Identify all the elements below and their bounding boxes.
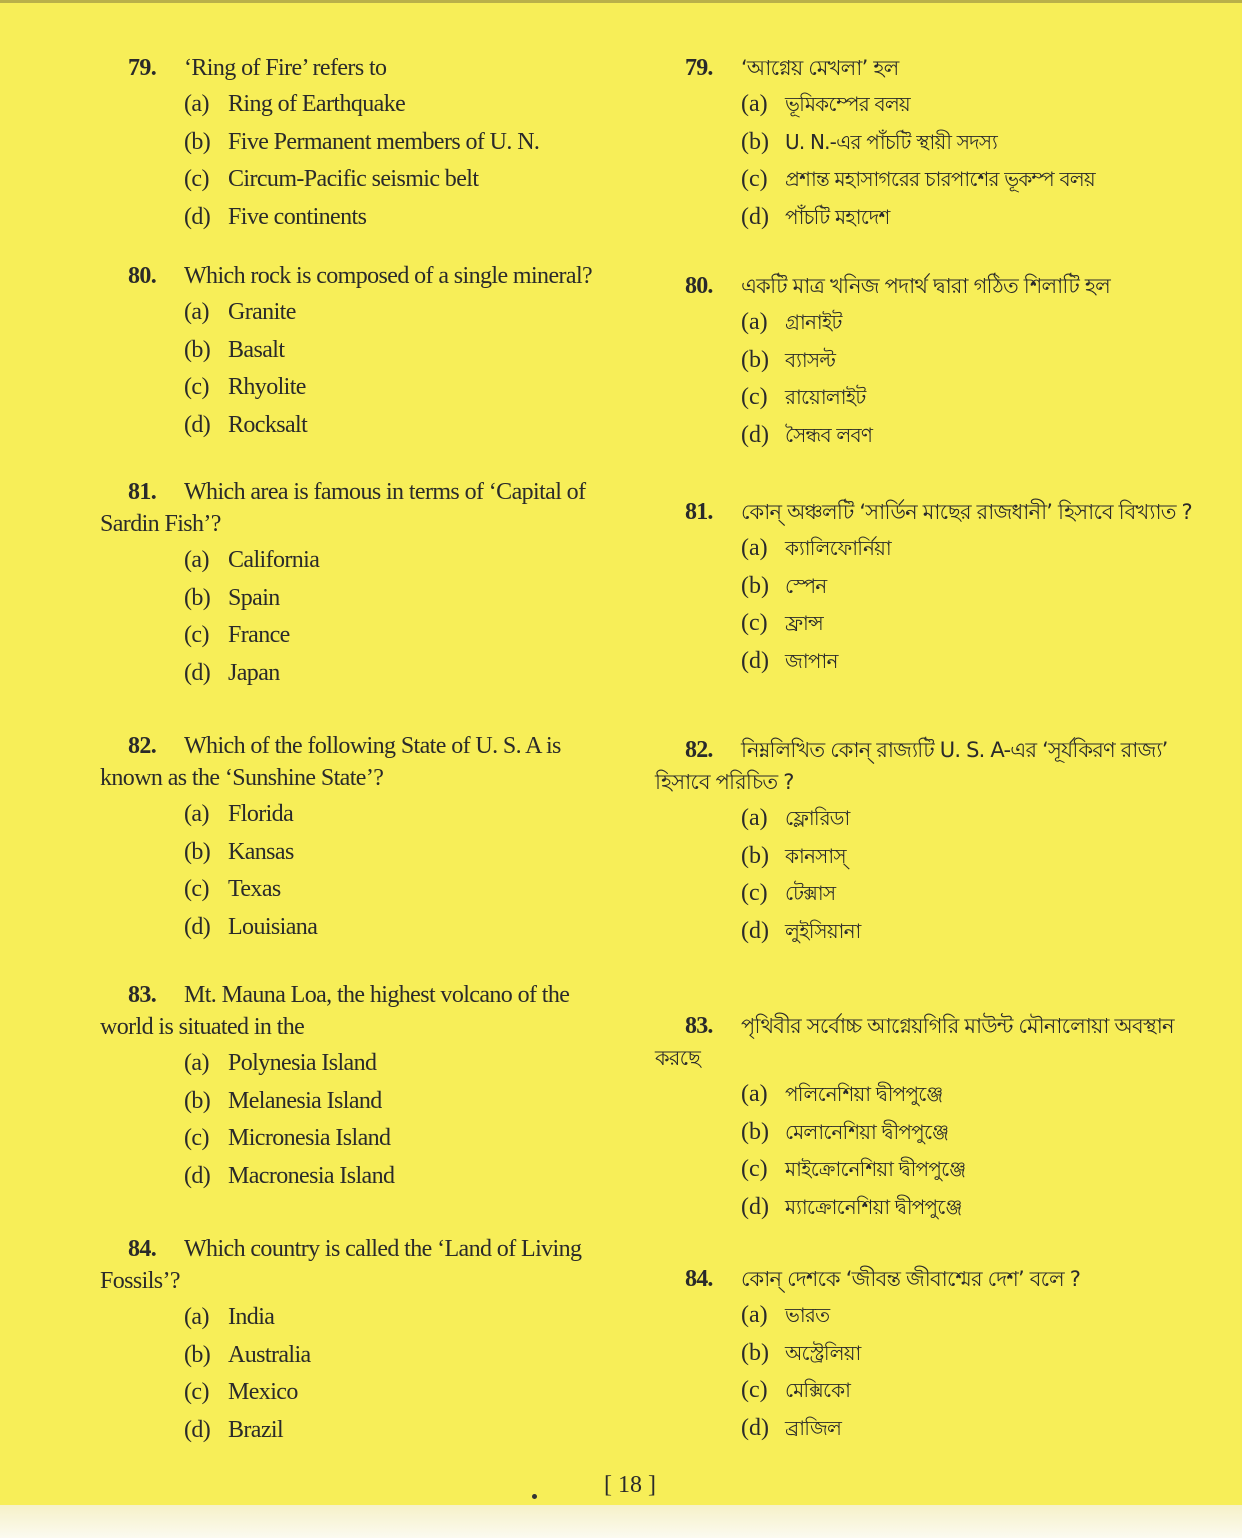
option-a xyxy=(100,294,620,332)
option-text: অস্ট্রেলিয়া xyxy=(785,1340,861,1365)
question-text-line: নিম্নলিখিত কোন্ রাজ্যটি U. S. A-এর ‘সূর্যকিরণ রাজ্য’ xyxy=(741,738,1168,762)
option-text: ভারত xyxy=(785,1303,830,1327)
question-text xyxy=(100,1233,620,1265)
question-text-continued xyxy=(100,1011,620,1043)
question-text-continued xyxy=(100,508,620,540)
option-text: India xyxy=(228,1304,275,1330)
option-c xyxy=(655,1372,1215,1410)
question-81 xyxy=(655,496,1215,680)
option-text: টেক্সাস xyxy=(785,881,836,905)
question-text-line: Which of the following State of U. S. A is xyxy=(184,733,561,759)
option-text: Mexico xyxy=(228,1379,298,1405)
option-text: Rocksalt xyxy=(228,411,308,438)
question-text xyxy=(100,52,620,84)
question-text-line: Which country is called the ‘Land of Living xyxy=(184,1236,582,1262)
question-text xyxy=(100,476,620,508)
option-text: Brazil xyxy=(228,1416,284,1443)
option-a xyxy=(100,86,620,124)
option-text: প্রশান্ত মহাসাগরের চারপাশের ভূকম্প বলয় xyxy=(785,167,1095,191)
option-d xyxy=(100,407,620,445)
option-text: মেলানেশিয়া দ্বীপপুঞ্জে xyxy=(785,1119,949,1144)
option-a xyxy=(655,530,1215,568)
option-label: (a) xyxy=(741,805,768,831)
option-text: রায়োলাইট xyxy=(785,385,866,409)
bottom-scan-strip xyxy=(0,1505,1242,1538)
option-label: (d) xyxy=(184,659,211,686)
option-label: (b) xyxy=(741,128,769,155)
question-text-line: world is situated in the xyxy=(100,1014,305,1040)
option-label: (d) xyxy=(184,913,211,940)
question-number: 79. xyxy=(685,55,713,81)
option-label: (d) xyxy=(184,1162,211,1189)
option-text: Five Permanent members of U. N. xyxy=(228,128,540,155)
question-text-line: পৃথিবীর সর্বোচ্চ আগ্নেয়গিরি মাউন্ট মৌনালোয়া অবস্থান xyxy=(741,1014,1174,1038)
option-b xyxy=(655,124,1215,162)
question-81 xyxy=(100,476,620,692)
option-label: (a) xyxy=(184,1304,209,1330)
option-b xyxy=(100,332,620,370)
option-a xyxy=(655,86,1215,124)
option-label: (d) xyxy=(741,421,769,448)
question-text-line: কোন্ দেশকে ‘জীবন্ত জীবাশ্মের দেশ’ বলে ? xyxy=(741,1267,1081,1291)
option-b xyxy=(100,834,620,872)
option-label: (c) xyxy=(184,1125,209,1151)
option-label: (b) xyxy=(184,336,211,363)
question-84 xyxy=(100,1233,620,1449)
option-d xyxy=(655,643,1215,681)
option-c xyxy=(100,871,620,909)
option-label: (a) xyxy=(184,91,209,117)
question-text xyxy=(655,734,1215,766)
option-a xyxy=(655,1297,1215,1335)
question-text-continued xyxy=(655,1042,1215,1074)
option-text: Granite xyxy=(228,299,296,325)
option-d xyxy=(100,909,620,947)
option-label: (c) xyxy=(184,622,209,648)
question-number: 81. xyxy=(685,499,713,525)
option-c xyxy=(655,379,1215,417)
option-label: (a) xyxy=(184,1050,209,1076)
option-text: ব্যাসল্ট xyxy=(785,347,836,372)
question-text-line: করছে xyxy=(655,1046,701,1070)
option-c xyxy=(655,1151,1215,1189)
option-b xyxy=(100,580,620,618)
question-number: 82. xyxy=(685,737,713,763)
option-a xyxy=(655,304,1215,342)
option-text: Basalt xyxy=(228,336,285,363)
question-number: 84. xyxy=(128,1236,157,1262)
question-number: 80. xyxy=(128,263,157,289)
option-c xyxy=(655,161,1215,199)
option-text: France xyxy=(228,622,290,648)
question-text xyxy=(100,979,620,1011)
option-label: (c) xyxy=(741,166,768,192)
option-c xyxy=(100,369,620,407)
question-text-line: Which area is famous in terms of ‘Capital of xyxy=(184,479,586,505)
option-label: (a) xyxy=(741,1081,768,1107)
option-text: Japan xyxy=(228,659,280,686)
question-number: 79. xyxy=(128,55,157,81)
option-text: Ring of Earthquake xyxy=(228,91,406,117)
option-b xyxy=(100,124,620,162)
question-79 xyxy=(655,52,1215,236)
question-80 xyxy=(100,260,620,444)
option-b xyxy=(655,1114,1215,1152)
option-b xyxy=(100,1083,620,1121)
question-text-line: ‘Ring of Fire’ refers to xyxy=(184,55,387,81)
option-label: (b) xyxy=(184,838,211,865)
option-text: পাঁচটি মহাদেশ xyxy=(785,204,890,229)
option-text: ব্রাজিল xyxy=(785,1415,842,1440)
option-text: কানসাস্ xyxy=(785,843,846,868)
question-number: 83. xyxy=(685,1013,713,1039)
question-text-line: কোন্ অঞ্চলটি ‘সার্ডিন মাছের রাজধানী’ হিসাবে বিখ্যাত ? xyxy=(741,500,1192,524)
option-c xyxy=(100,1374,620,1412)
option-text: Micronesia Island xyxy=(228,1125,391,1151)
option-c xyxy=(655,605,1215,643)
option-d xyxy=(655,1189,1215,1227)
option-label: (c) xyxy=(741,1156,768,1182)
option-label: (d) xyxy=(184,1416,211,1443)
option-text: Kansas xyxy=(228,838,294,865)
option-a xyxy=(100,1045,620,1083)
option-label: (b) xyxy=(741,842,769,869)
option-label: (d) xyxy=(741,203,769,230)
option-label: (d) xyxy=(184,203,211,230)
option-c xyxy=(100,161,620,199)
option-text: লুইসিয়ানা xyxy=(785,918,861,943)
option-b xyxy=(655,838,1215,876)
option-label: (c) xyxy=(184,374,209,400)
option-label: (d) xyxy=(741,647,769,674)
option-c xyxy=(100,1120,620,1158)
question-82 xyxy=(655,734,1215,950)
option-text: ভূমিকম্পের বলয় xyxy=(785,92,910,116)
question-text-line: একটি মাত্র খনিজ পদার্থ দ্বারা গঠিত শিলাটি হল xyxy=(741,274,1110,298)
option-a xyxy=(100,796,620,834)
option-text: ক্যালিফোর্নিয়া xyxy=(785,536,891,560)
option-d xyxy=(655,1410,1215,1448)
question-79 xyxy=(100,52,620,236)
option-text: Australia xyxy=(228,1341,311,1368)
option-text: Texas xyxy=(228,876,281,902)
option-label: (c) xyxy=(741,610,768,636)
option-label: (d) xyxy=(741,1193,769,1220)
option-label: (c) xyxy=(741,880,768,906)
option-d xyxy=(100,1412,620,1450)
option-label: (c) xyxy=(741,1377,768,1403)
option-label: (a) xyxy=(741,91,768,117)
option-label: (c) xyxy=(184,1379,209,1405)
question-text xyxy=(655,52,1215,84)
question-83 xyxy=(655,1010,1215,1226)
question-number: 84. xyxy=(685,1266,713,1292)
option-text: Macronesia Island xyxy=(228,1162,395,1189)
option-text: Rhyolite xyxy=(228,374,306,400)
footer-dot xyxy=(532,1494,537,1499)
question-text xyxy=(655,270,1215,302)
option-label: (b) xyxy=(741,572,769,599)
option-label: (c) xyxy=(184,166,209,192)
option-label: (a) xyxy=(741,1302,768,1328)
option-text: পলিনেশিয়া দ্বীপপুঞ্জে xyxy=(785,1082,943,1106)
top-rule xyxy=(0,0,1242,3)
option-text: U. N.-এর পাঁচটি স্থায়ী সদস্য xyxy=(785,129,998,154)
option-d xyxy=(100,1158,620,1196)
option-c xyxy=(655,875,1215,913)
option-text: Circum-Pacific seismic belt xyxy=(228,166,479,192)
option-label: (b) xyxy=(184,1087,211,1114)
option-label: (b) xyxy=(184,584,211,611)
question-text xyxy=(655,1263,1215,1295)
option-a xyxy=(655,1076,1215,1114)
question-text-line: Fossils’? xyxy=(100,1268,180,1294)
option-label: (a) xyxy=(184,299,209,325)
option-label: (d) xyxy=(184,411,211,438)
option-d xyxy=(655,199,1215,237)
option-text: সৈন্ধব লবণ xyxy=(785,422,873,447)
question-80 xyxy=(655,270,1215,454)
option-b xyxy=(655,1335,1215,1373)
option-text: ফ্লোরিডা xyxy=(785,806,850,830)
option-text: মেক্সিকো xyxy=(785,1378,851,1402)
option-text: California xyxy=(228,547,320,573)
question-text xyxy=(100,730,620,762)
option-d xyxy=(100,655,620,693)
question-text-continued xyxy=(100,762,620,794)
option-text: গ্রানাইট xyxy=(785,310,842,334)
question-text xyxy=(655,496,1215,528)
option-text: Florida xyxy=(228,801,294,827)
question-number: 80. xyxy=(685,273,713,299)
option-label: (a) xyxy=(741,309,768,335)
option-label: (d) xyxy=(741,1414,769,1441)
option-label: (b) xyxy=(741,1339,769,1366)
option-a xyxy=(100,1299,620,1337)
option-label: (c) xyxy=(741,384,768,410)
question-text-line: Sardin Fish’? xyxy=(100,511,221,537)
question-83 xyxy=(100,979,620,1195)
question-text-line: হিসাবে পরিচিত ? xyxy=(655,770,794,794)
option-text: ফ্রান্স xyxy=(785,611,823,635)
option-label: (b) xyxy=(741,346,769,373)
question-text xyxy=(100,260,620,292)
option-c xyxy=(100,617,620,655)
question-number: 81. xyxy=(128,479,157,505)
question-text xyxy=(655,1010,1215,1042)
question-number: 83. xyxy=(128,982,157,1008)
option-label: (d) xyxy=(741,917,769,944)
option-text: Louisiana xyxy=(228,913,318,940)
option-label: (a) xyxy=(184,801,209,827)
question-text-line: ‘আগ্নেয় মেখলা’ হল xyxy=(741,56,899,80)
option-d xyxy=(655,417,1215,455)
option-label: (c) xyxy=(184,876,209,902)
option-text: Melanesia Island xyxy=(228,1087,382,1114)
question-text-line: Mt. Mauna Loa, the highest volcano of the xyxy=(184,982,570,1008)
option-label: (a) xyxy=(741,535,768,561)
question-number: 82. xyxy=(128,733,157,759)
option-a xyxy=(100,542,620,580)
option-text: Spain xyxy=(228,584,280,611)
option-label: (b) xyxy=(184,128,211,155)
question-text-line: known as the ‘Sunshine State’? xyxy=(100,765,384,791)
option-b xyxy=(100,1337,620,1375)
question-text-line: Which rock is composed of a single mineral? xyxy=(184,263,593,289)
question-text-continued xyxy=(655,766,1215,798)
question-text-continued xyxy=(100,1265,620,1297)
page-number: [ 18 ] xyxy=(604,1472,656,1498)
option-label: (a) xyxy=(184,547,209,573)
option-text: Five continents xyxy=(228,203,367,230)
option-b xyxy=(655,568,1215,606)
option-text: মাইক্রোনেশিয়া দ্বীপপুঞ্জে xyxy=(785,1157,966,1181)
option-text: স্পেন xyxy=(785,573,827,598)
option-a xyxy=(655,800,1215,838)
question-82 xyxy=(100,730,620,946)
option-d xyxy=(655,913,1215,951)
option-text: জাপান xyxy=(785,648,838,673)
option-label: (b) xyxy=(184,1341,211,1368)
option-text: Polynesia Island xyxy=(228,1050,377,1076)
question-84 xyxy=(655,1263,1215,1447)
option-d xyxy=(100,199,620,237)
option-text: ম্যাক্রোনেশিয়া দ্বীপপুঞ্জে xyxy=(785,1194,962,1219)
option-label: (b) xyxy=(741,1118,769,1145)
option-b xyxy=(655,342,1215,380)
